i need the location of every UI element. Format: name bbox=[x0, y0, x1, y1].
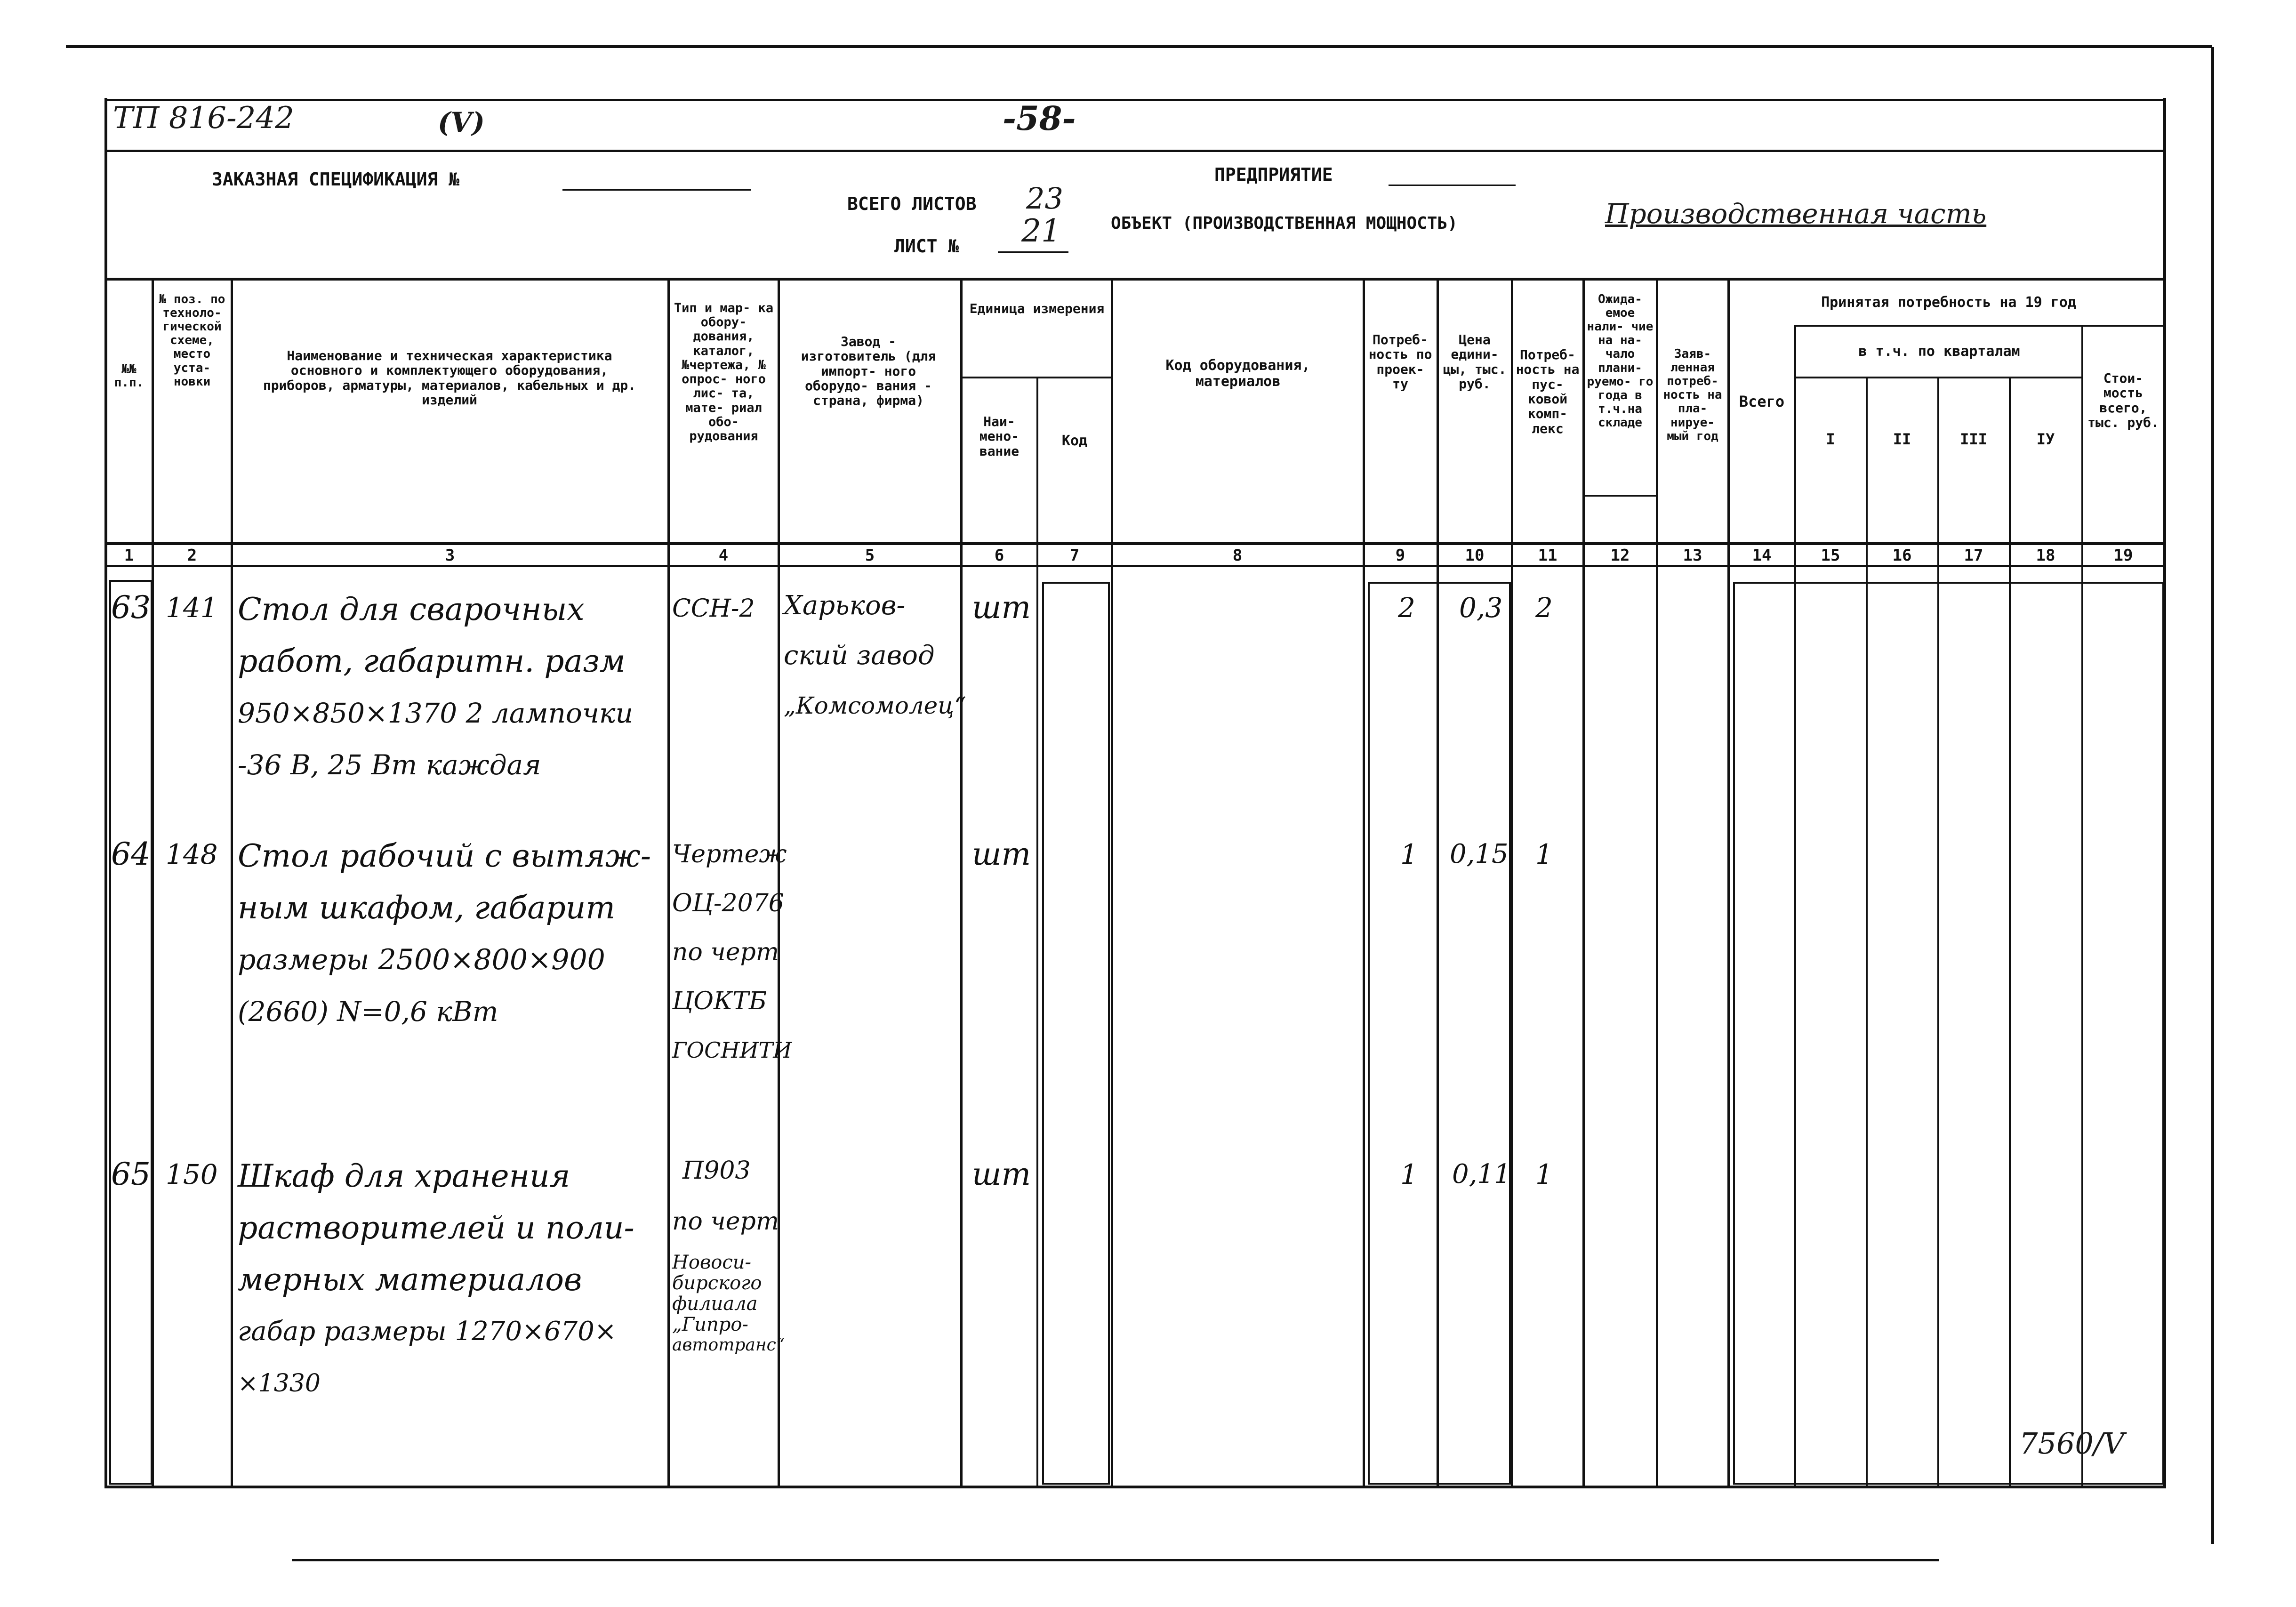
table-row-64-qty: 1 bbox=[1400, 838, 1418, 870]
col-line-3 bbox=[667, 278, 670, 1486]
header-launch-need: Потреб- ность на пус- ковой комп- лекс bbox=[1516, 347, 1580, 436]
col-number-13: 13 bbox=[1683, 546, 1702, 565]
col-number-17: 17 bbox=[1964, 546, 1983, 565]
document-code: ТП 816-242 bbox=[113, 101, 294, 136]
col-line-2 bbox=[231, 278, 233, 1486]
table-row-65-name-2: растворителей и поли- bbox=[238, 1210, 634, 1246]
table-row-65-type-4: бирского bbox=[672, 1272, 762, 1294]
table-row-65-number: 65 bbox=[111, 1156, 151, 1192]
col-number-10: 10 bbox=[1465, 546, 1485, 565]
object-label: ОБЪЕКТ (ПРОИЗВОДСТВЕННАЯ МОЩНОСТЬ) bbox=[1111, 214, 1458, 233]
table-row-65-name-4: габар размеры 1270×670× bbox=[238, 1316, 617, 1347]
table-row-65-unit: шт bbox=[972, 1156, 1031, 1192]
table-row-65-type-7: автотранс“ bbox=[672, 1335, 785, 1355]
enterprise-label: ПРЕДПРИЯТИЕ bbox=[1214, 164, 1333, 185]
volume-mark: (V) bbox=[438, 106, 485, 138]
col-number-4: 4 bbox=[718, 546, 729, 565]
total-sheets-value: 23 bbox=[1026, 181, 1063, 216]
col-line-4 bbox=[778, 278, 780, 1486]
table-row-64-type-2: ОЦ-2076 bbox=[672, 889, 784, 917]
table-row-64-price: 0,15 bbox=[1450, 839, 1509, 869]
table-row-65-launch: 1 bbox=[1535, 1158, 1553, 1190]
header-cost: Стои- мость всего, тыс. руб. bbox=[2087, 370, 2159, 431]
body-box-accepted bbox=[1733, 582, 2164, 1485]
header-separator bbox=[104, 150, 2166, 152]
sheet-label: ЛИСТ № bbox=[894, 236, 959, 257]
table-row-64-position: 148 bbox=[166, 838, 218, 870]
col-number-1: 1 bbox=[124, 546, 134, 565]
table-row-64-unit: шт bbox=[972, 836, 1031, 872]
header-equipment-code: Код оборудования, материалов bbox=[1165, 357, 1310, 390]
header-total: Всего bbox=[1739, 393, 1785, 410]
col-number-11: 11 bbox=[1538, 546, 1557, 565]
table-row-63-name-1: Стол для сварочных bbox=[238, 591, 585, 627]
top-scan-line bbox=[66, 45, 2212, 48]
table-row-64-type-4: ЦОКТБ bbox=[672, 987, 767, 1015]
table-row-63-launch: 2 bbox=[1535, 592, 1553, 624]
sheet-underline bbox=[998, 251, 1068, 253]
col-number-5: 5 bbox=[865, 546, 875, 565]
header-q1: I bbox=[1826, 430, 1835, 448]
col-line-5 bbox=[960, 278, 963, 1486]
table-top-border bbox=[104, 278, 2166, 281]
table-row-65-qty: 1 bbox=[1400, 1158, 1418, 1190]
table-row-65-type-6: „Гипро- bbox=[672, 1314, 748, 1335]
col-number-6: 6 bbox=[994, 546, 1004, 565]
col-number-7: 7 bbox=[1069, 546, 1080, 565]
header-item-number: №№ п.п. bbox=[114, 362, 144, 390]
header-q3: III bbox=[1960, 430, 1987, 448]
table-row-65-position: 150 bbox=[166, 1158, 218, 1190]
header-unit-price: Цена едини- цы, тыс. руб. bbox=[1443, 332, 1507, 392]
sheet-value: 21 bbox=[1021, 213, 1061, 249]
table-row-65-price: 0,11 bbox=[1452, 1159, 1511, 1189]
col-number-16: 16 bbox=[1892, 546, 1912, 565]
table-row-63-maker-1: Харьков- bbox=[784, 590, 906, 621]
table-row-63-price: 0,3 bbox=[1459, 592, 1503, 624]
total-sheets-label: ВСЕГО ЛИСТОВ bbox=[847, 193, 977, 214]
table-row-63-name-2: работ, габаритн. разм bbox=[238, 643, 626, 679]
table-row-64-name-3: размеры 2500×800×900 bbox=[238, 943, 605, 976]
spec-number-underline bbox=[562, 189, 751, 191]
col-number-18: 18 bbox=[2036, 546, 2055, 565]
header-project-need: Потреб- ность по проек- ту bbox=[1368, 332, 1432, 392]
header-unit-code: Код bbox=[1061, 433, 1088, 449]
col-number-15: 15 bbox=[1821, 546, 1840, 565]
header-quarters-group: в т.ч. по кварталам bbox=[1858, 343, 2020, 360]
table-row-64-name-1: Стол рабочий с вытяж- bbox=[238, 838, 651, 874]
object-value: Производственная часть bbox=[1605, 198, 1987, 230]
table-row-65-type-2: по черт bbox=[672, 1207, 779, 1236]
bottom-scan-line bbox=[292, 1559, 1939, 1561]
col-number-3: 3 bbox=[445, 546, 455, 565]
col-number-2: 2 bbox=[187, 546, 197, 565]
col-line-11 bbox=[1582, 278, 1585, 1486]
right-scan-border bbox=[2211, 47, 2214, 1544]
col-line-12 bbox=[1656, 278, 1658, 1486]
table-row-64-name-4: (2660) N=0,6 кВт bbox=[238, 996, 498, 1028]
table-row-63-name-4: -36 В, 25 Вт каждая bbox=[238, 749, 541, 781]
enterprise-underline bbox=[1389, 185, 1516, 186]
warehouse-split-line bbox=[1582, 495, 1656, 497]
colnum-bottom-border bbox=[104, 565, 2166, 567]
quarters-group-line bbox=[1794, 377, 2082, 378]
col-line-13 bbox=[1727, 278, 1730, 1486]
header-manufacturer: Завод - изготовитель (для импорт- ного оборудо- вания - страна, фирма) bbox=[801, 334, 936, 409]
table-row-63-qty: 2 bbox=[1398, 592, 1415, 624]
form-bottom-border bbox=[104, 1486, 2166, 1488]
page-number: -58- bbox=[1003, 99, 1076, 138]
header-name: Наименование и техническая характеристика основного и комплектующего оборудования, приборов, арматуры, материалов, кабельных и др. изделий bbox=[263, 348, 636, 408]
form-top-border bbox=[104, 99, 2166, 101]
col-line-6 bbox=[1036, 377, 1038, 1486]
header-accepted-group: Принятая потребность на 19 год bbox=[1821, 294, 2076, 311]
body-box-numbers bbox=[109, 580, 153, 1485]
form-left-border bbox=[104, 98, 107, 1487]
table-row-64-type-5: ГОСНИТИ bbox=[672, 1037, 792, 1063]
body-box-qty-price bbox=[1368, 582, 1511, 1485]
table-row-65-name-3: мерных материалов bbox=[238, 1261, 582, 1298]
footer-stamp: 7560/V bbox=[2019, 1426, 2125, 1461]
header-unit-name: Наи- мено- вание bbox=[979, 414, 1020, 459]
col-number-19: 19 bbox=[2113, 546, 2133, 565]
header-q4: IУ bbox=[2036, 430, 2055, 448]
col-number-12: 12 bbox=[1610, 546, 1630, 565]
col-line-7 bbox=[1111, 278, 1113, 1486]
header-expected-stock: Ожида- емое нали- чие на на- чало плани- руемо- го года в т.ч.на складе bbox=[1587, 292, 1654, 430]
table-row-65-name-1: Шкаф для хранения bbox=[238, 1158, 570, 1194]
spec-label: ЗАКАЗНАЯ СПЕЦИФИКАЦИЯ № bbox=[212, 169, 460, 190]
header-position: № поз. по техноло- гической схеме, место уста- новки bbox=[159, 292, 225, 389]
col-number-14: 14 bbox=[1752, 546, 1772, 565]
table-row-63-maker-2: ский завод bbox=[784, 640, 935, 671]
body-box-unit-code bbox=[1042, 582, 1110, 1485]
table-row-63-maker-3: „Комсомолец“ bbox=[784, 692, 966, 719]
table-row-63-name-3: 950×850×1370 2 лампочки bbox=[238, 697, 633, 729]
table-row-64-launch: 1 bbox=[1535, 838, 1553, 870]
accepted-group-line bbox=[1794, 325, 2166, 327]
table-row-63-number: 63 bbox=[111, 589, 151, 626]
table-row-64-number: 64 bbox=[111, 836, 151, 872]
table-row-63-unit: шт bbox=[972, 589, 1031, 626]
table-row-65-type-1: П903 bbox=[682, 1157, 751, 1185]
col-line-10 bbox=[1511, 278, 1513, 1486]
header-q2: II bbox=[1893, 430, 1911, 448]
table-row-65-type-5: филиала bbox=[672, 1293, 758, 1315]
col-number-9: 9 bbox=[1395, 546, 1405, 565]
header-unit-group: Единица измерения bbox=[969, 301, 1105, 316]
col-number-8: 8 bbox=[1232, 546, 1243, 565]
table-row-65-type-3: Новоси- bbox=[672, 1252, 752, 1273]
unit-group-line bbox=[960, 377, 1112, 378]
header-type: Тип и мар- ка обору- дования, каталог, №чертежа, № опрос- ного лис- та, мате- риал обо- рудования bbox=[674, 301, 774, 444]
table-row-63-type: ССН-2 bbox=[672, 595, 755, 623]
col-line-8 bbox=[1363, 278, 1365, 1486]
table-row-64-type-3: по черт bbox=[672, 938, 779, 966]
table-row-64-name-2: ным шкафом, габарит bbox=[238, 890, 615, 926]
header-declared-need: Заяв- ленная потреб- ность на пла- нируе- мый год bbox=[1663, 347, 1722, 443]
table-row-63-position: 141 bbox=[166, 592, 218, 624]
header-bottom-border bbox=[104, 542, 2166, 545]
table-row-64-type-1: Чертеж bbox=[672, 840, 787, 868]
table-row-65-name-5: ×1330 bbox=[238, 1369, 321, 1398]
